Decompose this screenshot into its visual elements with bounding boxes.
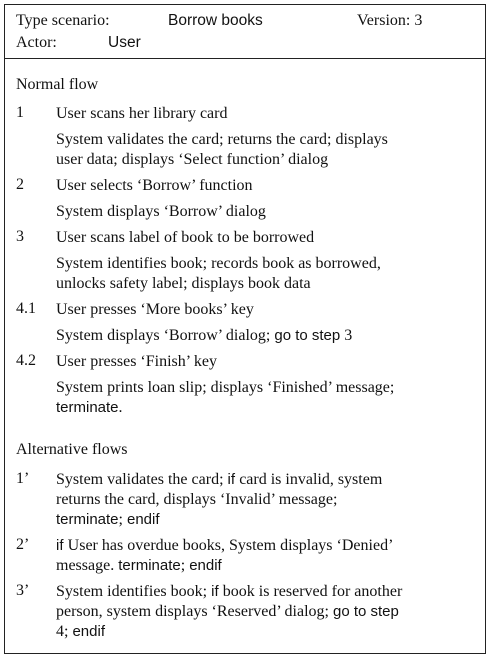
alternative-flow-step-text: person, system displays ‘Reserved’ dialog; go to step <box>56 603 399 620</box>
normal-flow-step-number: 4.2 <box>16 352 36 369</box>
normal-flow-step-number: 4.1 <box>16 300 36 317</box>
normal-flow-step-number: 1 <box>16 104 24 121</box>
alternative-flows-title: Alternative flows <box>16 441 128 458</box>
alternative-flow-step-text: message. terminate; endif <box>56 557 222 574</box>
normal-flow-step-text: terminate. <box>56 399 123 416</box>
normal-flow-step-text: System identifies book; records book as borrowed, <box>56 255 381 272</box>
normal-flow-step-text: user data; displays ‘Select function’ dialog <box>56 151 329 168</box>
alternative-flow-step-text: 4; endif <box>56 623 105 640</box>
normal-flow-step-number: 2 <box>16 176 24 193</box>
normal-flow-step-text: User scans her library card <box>56 105 228 122</box>
normal-flow-step-text: System prints loan slip; displays ‘Finished’ message; <box>56 379 395 396</box>
normal-flow-step-text: User scans label of book to be borrowed <box>56 229 315 246</box>
normal-flow-step-text: User presses ‘More books’ key <box>56 301 254 318</box>
alternative-flow-step-number: 1’ <box>16 470 30 487</box>
alternative-flow-step-text: if User has overdue books, System displays ‘Denied’ <box>56 537 394 554</box>
normal-flow-title: Normal flow <box>16 76 99 93</box>
actor-value: User <box>108 34 141 51</box>
scenario-header <box>5 5 485 59</box>
alternative-flow-step-number: 3’ <box>16 582 30 599</box>
version-label: Version: 3 <box>357 12 423 29</box>
type-scenario-label: Type scenario: <box>16 12 110 29</box>
alternative-flow-step-text: returns the card, displays ‘Invalid’ message; <box>56 491 338 508</box>
use-case-document <box>4 4 486 654</box>
normal-flow-step-text: User selects ‘Borrow’ function <box>56 177 253 194</box>
alternative-flow-step-text: terminate; endif <box>56 511 160 528</box>
normal-flow-step-number: 3 <box>16 228 24 245</box>
actor-label: Actor: <box>16 34 57 51</box>
alternative-flow-step-number: 2’ <box>16 536 30 553</box>
normal-flow-step-text: System validates the card; returns the card; displays <box>56 131 388 148</box>
type-scenario-value: Borrow books <box>168 12 263 29</box>
normal-flow-step-text: User presses ‘Finish’ key <box>56 353 218 370</box>
normal-flow-step-text: System displays ‘Borrow’ dialog <box>56 203 266 220</box>
alternative-flow-step-text: System identifies book; if book is reserved for another <box>56 583 403 600</box>
alternative-flow-step-text: System validates the card; if card is invalid, system <box>56 471 383 488</box>
normal-flow-step-text: System displays ‘Borrow’ dialog; go to step 3 <box>56 327 353 344</box>
normal-flow-step-text: unlocks safety label; displays book data <box>56 275 311 292</box>
